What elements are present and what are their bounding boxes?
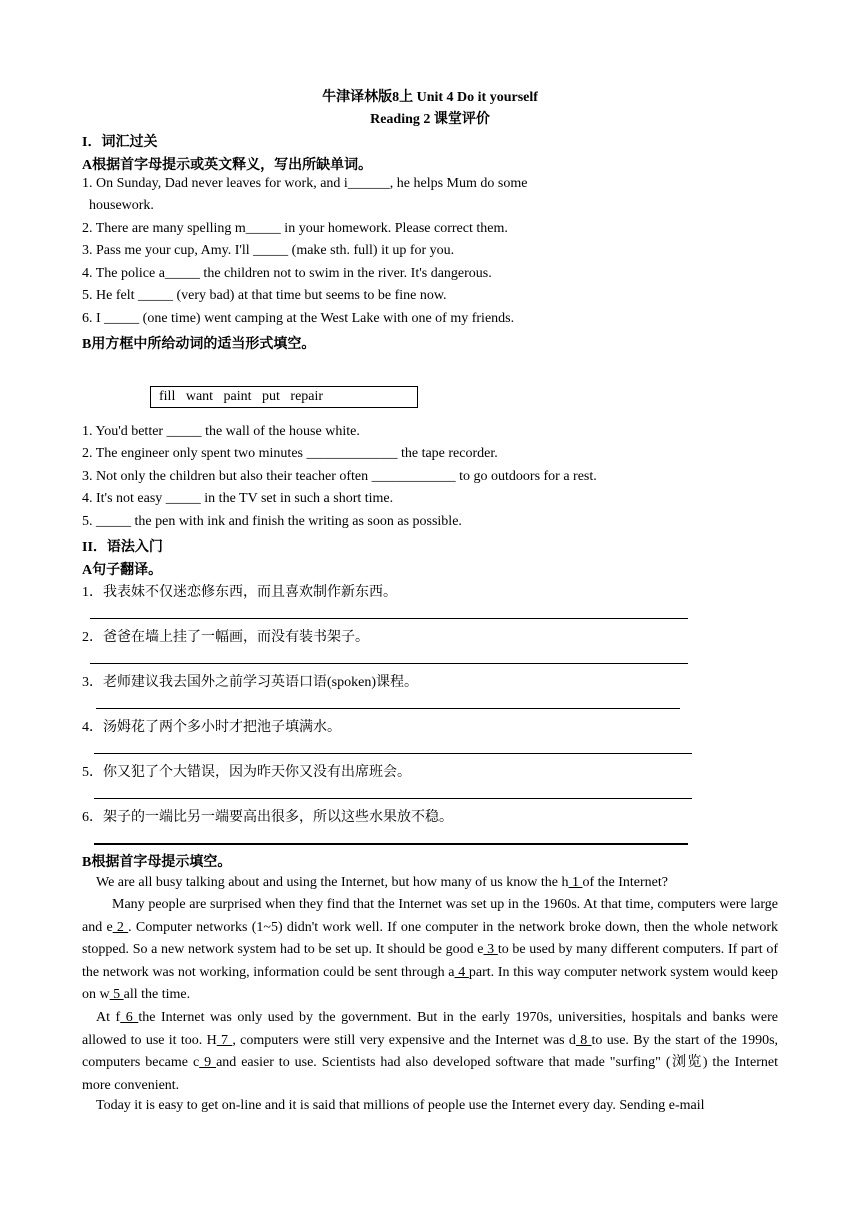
section1-partB-heading: B用方框中所给动词的适当形式填空。 <box>82 337 316 352</box>
passage-paragraph-1: We are all busy talking about and using the Internet, but how many of us know the h 1 of the Internet? <box>96 875 668 890</box>
answer-line-1[interactable] <box>90 618 688 619</box>
vocab-item-5: 5. He felt _____ (very bad) at that time but seems to be fine now. <box>82 288 447 303</box>
passage-paragraph-2: Many people are surprised when they find that the Internet was set up in the 1960s. At that time, computers were large and e 2 . Computer networks (1~5) didn't work well. If one computer in the network broke down, then the whole network stopped. So a new network system had to be set up. It should be good e 3 to be used by many different computers. If part of the network was not working, information could be sent through a 4 part. In this way computer network system would keep on w 5 all the time. <box>82 897 779 1002</box>
translate-item-2: 2．爸爸在墙上挂了一幅画，而没有装书架子。 <box>82 630 369 645</box>
vocab-item-1: 1. On Sunday, Dad never leaves for work, and i______, he helps Mum do some <box>82 176 528 191</box>
section1-partA-heading: A根据首字母提示或英文释义，写出所缺单词。 <box>82 158 373 173</box>
translate-item-5: 5．你又犯了个大错误，因为昨天你又没有出席班会。 <box>82 765 411 780</box>
vocab-item-3: 3. Pass me your cup, Amy. I'll _____ (make sth. full) it up for you. <box>82 243 455 258</box>
section1-heading: I．词汇过关 <box>82 135 158 150</box>
verb-item-4: 4. It's not easy _____ in the TV set in such a short time. <box>82 491 394 506</box>
verb-item-3: 3. Not only the children but also their teacher often ____________ to go outdoors for a rest. <box>82 469 597 484</box>
translate-item-6: 6．架子的一端比另一端要高出很多，所以这些水果放不稳。 <box>82 810 453 825</box>
word-box: fill want paint put repair <box>150 386 418 408</box>
section2-partB-heading: B根据首字母提示填空。 <box>82 855 232 870</box>
doc-subtitle: Reading 2 课堂评价 <box>370 112 490 127</box>
translate-item-3: 3．老师建议我去国外之前学习英语口语(spoken)课程。 <box>82 675 418 690</box>
translate-item-4: 4．汤姆花了两个多小时才把池子填满水。 <box>82 720 341 735</box>
verb-item-5: 5. _____ the pen with ink and finish the writing as soon as possible. <box>82 514 462 529</box>
section2-partA-heading: A句子翻译。 <box>82 563 163 578</box>
blank-6[interactable]: 6 <box>120 1010 139 1025</box>
verb-item-1: 1. You'd better _____ the wall of the house white. <box>82 424 360 439</box>
section2-heading: II．语法入门 <box>82 540 163 555</box>
blank-5[interactable]: 5 <box>109 987 124 1002</box>
doc-title: 牛津译林版8上 Unit 4 Do it yourself <box>322 90 538 105</box>
blank-1[interactable]: 1 <box>568 875 583 890</box>
passage-paragraph-4: Today it is easy to get on-line and it is said that millions of people use the Internet every day. Sending e-mail <box>96 1098 705 1113</box>
answer-line-6[interactable] <box>94 843 688 845</box>
blank-7[interactable]: 7 <box>216 1032 233 1048</box>
blank-2[interactable]: 2 <box>112 919 129 935</box>
answer-line-2[interactable] <box>90 663 688 664</box>
vocab-item-4: 4. The police a_____ the children not to swim in the river. It's dangerous. <box>82 266 492 281</box>
answer-line-4[interactable] <box>94 753 692 754</box>
vocab-item-6: 6. I _____ (one time) went camping at the West Lake with one of my friends. <box>82 311 515 326</box>
answer-line-5[interactable] <box>94 798 692 799</box>
verb-item-2: 2. The engineer only spent two minutes _____________ the tape recorder. <box>82 446 498 461</box>
passage-paragraph-3: At f 6 the Internet was only used by the government. But in the early 1970s, universities, hospitals and banks were allowed to use it too. H 7 , computers were still very expensive and the Internet was d 8 to use. By the start of the 1990s, computers became c 9 and easier to use. Scientists had also developed software that made "surfing" (浏览) the Internet more convenient. <box>82 1010 779 1093</box>
blank-8[interactable]: 8 <box>575 1032 592 1048</box>
blank-3[interactable]: 3 <box>483 942 498 957</box>
translate-item-1: 1．我表妹不仅迷恋修东西，而且喜欢制作新东西。 <box>82 585 397 600</box>
vocab-item-1-cont: housework. <box>89 198 154 213</box>
blank-9[interactable]: 9 <box>199 1055 217 1070</box>
vocab-item-2: 2. There are many spelling m_____ in your homework. Please correct them. <box>82 221 508 236</box>
answer-line-3[interactable] <box>96 708 680 709</box>
blank-4[interactable]: 4 <box>454 964 469 980</box>
